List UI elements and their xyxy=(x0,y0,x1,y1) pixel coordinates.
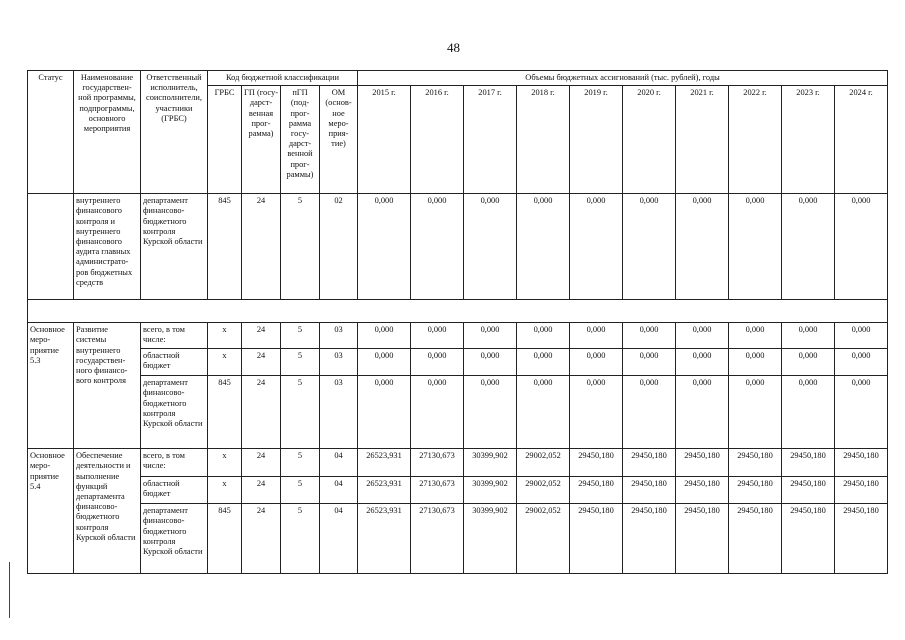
value-cell: 0,000 xyxy=(570,349,623,376)
om-cell: 04 xyxy=(320,477,358,504)
value-cell: 0,000 xyxy=(358,376,411,449)
value-cell: 29450,180 xyxy=(676,477,729,504)
value-cell: 0,000 xyxy=(517,194,570,300)
gp-cell: 24 xyxy=(242,349,281,376)
executor-cell: департамент финансово-бюджетного контроля Курской области xyxy=(141,194,208,300)
table-row xyxy=(28,449,888,477)
margin-line xyxy=(9,562,10,618)
value-cell: 29450,180 xyxy=(676,449,729,477)
value-cell: 0,000 xyxy=(464,194,517,300)
value-cell: 27130,673 xyxy=(411,504,464,574)
om-cell: 03 xyxy=(320,349,358,376)
value-cell: 0,000 xyxy=(464,376,517,449)
value-cell: 30399,902 xyxy=(464,449,517,477)
value-cell: 0,000 xyxy=(729,323,782,349)
table-row xyxy=(28,504,888,574)
value-cell: 0,000 xyxy=(729,349,782,376)
grbs-cell: 845 xyxy=(208,376,242,449)
status-cell: Основное меро-приятие 5.3 xyxy=(28,323,74,449)
header-name: Наименование государствен-ной программы, подпрограммы, основного мероприятия xyxy=(74,71,141,194)
header-status: Статус xyxy=(28,71,74,194)
grbs-cell: 845 xyxy=(208,504,242,574)
om-cell: 03 xyxy=(320,376,358,449)
value-cell: 0,000 xyxy=(676,323,729,349)
section-gap xyxy=(28,300,888,323)
value-cell: 0,000 xyxy=(570,194,623,300)
value-cell: 0,000 xyxy=(623,376,676,449)
value-cell: 0,000 xyxy=(623,323,676,349)
value-cell: 29450,180 xyxy=(729,449,782,477)
grbs-cell: 845 xyxy=(208,194,242,300)
header-om: ОМ (основ-ное меро-прия-тие) xyxy=(320,86,358,194)
table-row xyxy=(28,349,888,376)
value-cell: 29450,180 xyxy=(782,504,835,574)
value-cell: 0,000 xyxy=(729,376,782,449)
value-cell: 0,000 xyxy=(358,349,411,376)
value-cell: 29450,180 xyxy=(835,477,888,504)
value-cell: 0,000 xyxy=(835,376,888,449)
value-cell: 0,000 xyxy=(517,323,570,349)
value-cell: 0,000 xyxy=(517,376,570,449)
grbs-cell: х xyxy=(208,349,242,376)
header-pgp: пГП (под-прог-рамма госу-дарст-венной прог-раммы) xyxy=(281,86,320,194)
gp-cell: 24 xyxy=(242,376,281,449)
header-allocations: Объемы бюджетных ассигнований (тыс. рублей), годы xyxy=(358,71,888,86)
gp-cell: 24 xyxy=(242,323,281,349)
executor-cell: департамент финансово-бюджетного контроля Курской области xyxy=(141,504,208,574)
header-year: 2015 г. xyxy=(358,86,411,194)
value-cell: 0,000 xyxy=(411,349,464,376)
value-cell: 29450,180 xyxy=(676,504,729,574)
executor-cell: областной бюджет xyxy=(141,349,208,376)
pgp-cell: 5 xyxy=(281,477,320,504)
executor-cell: областной бюджет xyxy=(141,477,208,504)
value-cell: 0,000 xyxy=(358,323,411,349)
value-cell: 0,000 xyxy=(570,376,623,449)
value-cell: 29450,180 xyxy=(623,504,676,574)
value-cell: 27130,673 xyxy=(411,449,464,477)
om-cell: 02 xyxy=(320,194,358,300)
value-cell: 0,000 xyxy=(782,376,835,449)
pgp-cell: 5 xyxy=(281,376,320,449)
header-year: 2023 г. xyxy=(782,86,835,194)
value-cell: 29002,052 xyxy=(517,449,570,477)
value-cell: 29450,180 xyxy=(570,477,623,504)
value-cell: 0,000 xyxy=(835,323,888,349)
om-cell: 03 xyxy=(320,323,358,349)
value-cell: 0,000 xyxy=(411,376,464,449)
value-cell: 29002,052 xyxy=(517,504,570,574)
value-cell: 0,000 xyxy=(411,323,464,349)
value-cell: 26523,931 xyxy=(358,504,411,574)
value-cell: 30399,902 xyxy=(464,477,517,504)
table-row xyxy=(28,323,888,349)
value-cell: 29450,180 xyxy=(835,504,888,574)
pgp-cell: 5 xyxy=(281,349,320,376)
header-year: 2024 г. xyxy=(835,86,888,194)
value-cell: 0,000 xyxy=(782,323,835,349)
table-row xyxy=(28,376,888,449)
name-cell: Обеспечение деятельности и выполнение функций департамента финансово-бюджетного контроля Курской области xyxy=(74,449,141,574)
gp-cell: 24 xyxy=(242,504,281,574)
value-cell: 0,000 xyxy=(676,349,729,376)
value-cell: 26523,931 xyxy=(358,449,411,477)
name-cell: Развитие системы внутреннего государствен-ного финансо-вого контроля xyxy=(74,323,141,449)
header-year: 2021 г. xyxy=(676,86,729,194)
pgp-cell: 5 xyxy=(281,449,320,477)
value-cell: 29450,180 xyxy=(623,449,676,477)
name-cell: внутреннего финансового контроля и внутреннего финансового аудита главных администрато-ров бюджетных средств xyxy=(74,194,141,300)
table-row xyxy=(28,194,888,300)
value-cell: 0,000 xyxy=(411,194,464,300)
status-cell xyxy=(28,194,74,300)
value-cell: 0,000 xyxy=(676,376,729,449)
executor-cell: департамент финансово-бюджетного контроля Курской области xyxy=(141,376,208,449)
value-cell: 0,000 xyxy=(358,194,411,300)
value-cell: 0,000 xyxy=(835,194,888,300)
value-cell: 0,000 xyxy=(623,194,676,300)
value-cell: 29450,180 xyxy=(835,449,888,477)
header-year: 2022 г. xyxy=(729,86,782,194)
value-cell: 30399,902 xyxy=(464,504,517,574)
value-cell: 29450,180 xyxy=(570,504,623,574)
value-cell: 0,000 xyxy=(517,349,570,376)
gp-cell: 24 xyxy=(242,194,281,300)
status-cell: Основное меро-приятие 5.4 xyxy=(28,449,74,574)
value-cell: 26523,931 xyxy=(358,477,411,504)
header-year: 2016 г. xyxy=(411,86,464,194)
value-cell: 0,000 xyxy=(835,349,888,376)
pgp-cell: 5 xyxy=(281,194,320,300)
value-cell: 0,000 xyxy=(782,349,835,376)
table-row xyxy=(28,477,888,504)
header-year: 2017 г. xyxy=(464,86,517,194)
value-cell: 0,000 xyxy=(729,194,782,300)
gp-cell: 24 xyxy=(242,477,281,504)
budget-table xyxy=(27,70,888,574)
pgp-cell: 5 xyxy=(281,323,320,349)
om-cell: 04 xyxy=(320,449,358,477)
gp-cell: 24 xyxy=(242,449,281,477)
value-cell: 29450,180 xyxy=(729,504,782,574)
pgp-cell: 5 xyxy=(281,504,320,574)
value-cell: 29002,052 xyxy=(517,477,570,504)
value-cell: 0,000 xyxy=(676,194,729,300)
om-cell: 04 xyxy=(320,504,358,574)
grbs-cell: х xyxy=(208,449,242,477)
grbs-cell: х xyxy=(208,323,242,349)
value-cell: 27130,673 xyxy=(411,477,464,504)
header-year: 2020 г. xyxy=(623,86,676,194)
value-cell: 29450,180 xyxy=(782,477,835,504)
header-executor: Ответственный исполнитель, соисполнители, участники (ГРБС) xyxy=(141,71,208,194)
value-cell: 29450,180 xyxy=(729,477,782,504)
header-year: 2018 г. xyxy=(517,86,570,194)
value-cell: 0,000 xyxy=(623,349,676,376)
value-cell: 0,000 xyxy=(782,194,835,300)
header-gp: ГП (госу-дарст-венная прог-рамма) xyxy=(242,86,281,194)
grbs-cell: х xyxy=(208,477,242,504)
header-year: 2019 г. xyxy=(570,86,623,194)
executor-cell: всего, в том числе: xyxy=(141,449,208,477)
page-number: 48 xyxy=(447,40,460,55)
header-grbs: ГРБС xyxy=(208,86,242,194)
value-cell: 29450,180 xyxy=(782,449,835,477)
value-cell: 0,000 xyxy=(570,323,623,349)
value-cell: 0,000 xyxy=(464,349,517,376)
value-cell: 29450,180 xyxy=(623,477,676,504)
value-cell: 29450,180 xyxy=(570,449,623,477)
header-budget-code: Код бюджетной классификации xyxy=(208,71,358,86)
executor-cell: всего, в том числе: xyxy=(141,323,208,349)
value-cell: 0,000 xyxy=(464,323,517,349)
